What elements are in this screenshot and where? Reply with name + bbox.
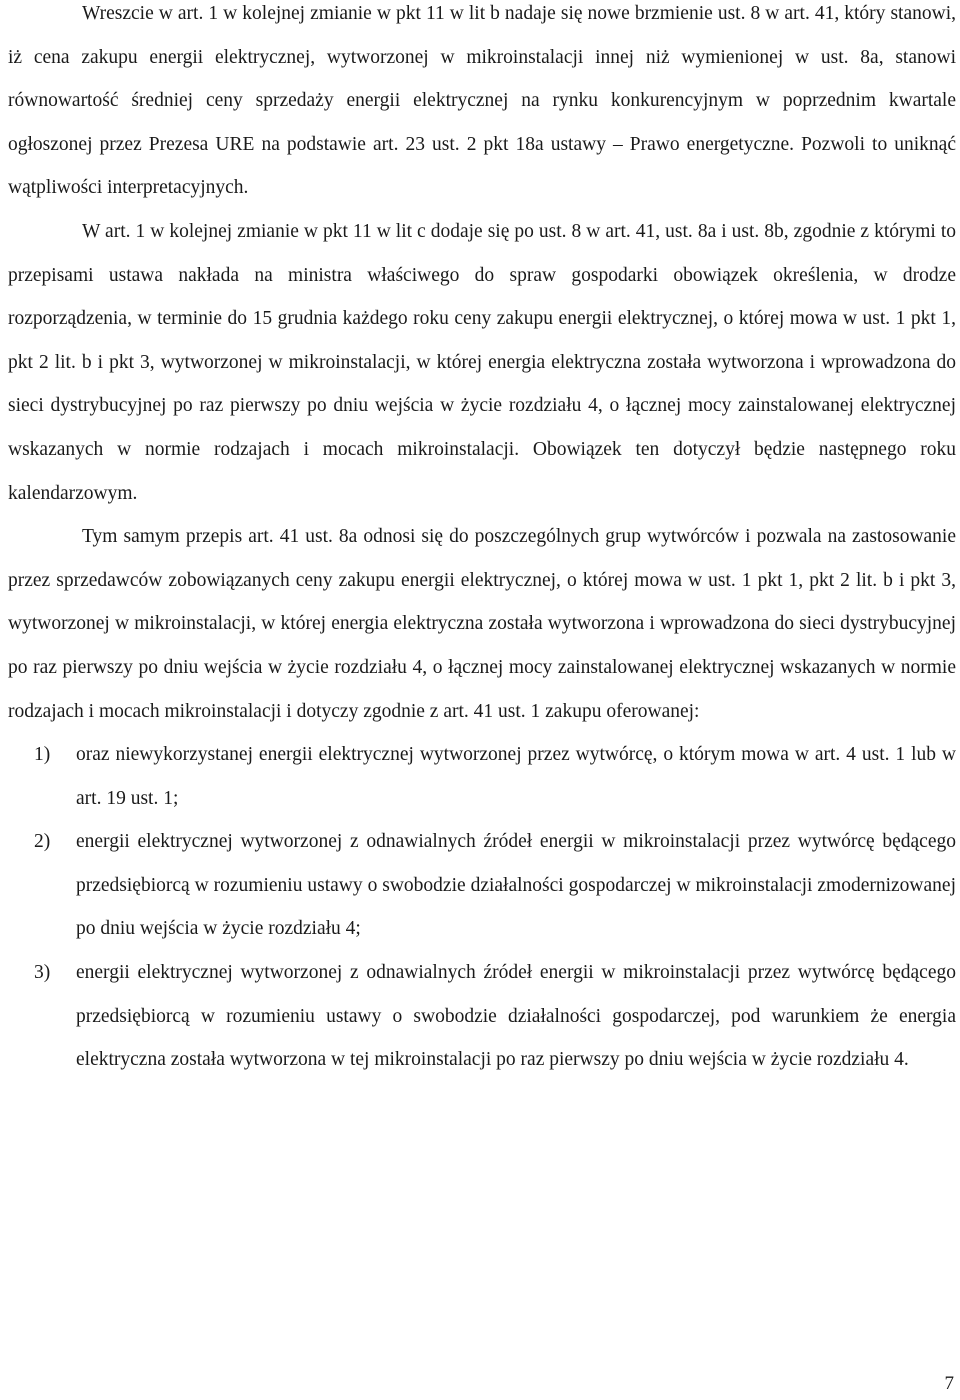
list-item-text: energii elektrycznej wytworzonej z odnawialnych źródeł energii w mikroinstalacji przez wytwórcę będącego przedsiębiorcą w rozumieniu ustawy o swobodzie działalności gospodarczej, pod warunkiem że energia elektryczna została wytworzona w tej mikroinstalacji po raz pierwszy po dniu wejścia w życie rozdziału 4. xyxy=(76,962,956,1071)
list-item-text: oraz niewykorzystanej energii elektrycznej wytworzonej przez wytwórcę, o którym mowa w art. 4 ust. 1 lub w art. 19 ust. 1; xyxy=(76,744,956,809)
list-item-text: energii elektrycznej wytworzonej z odnawialnych źródeł energii w mikroinstalacji przez wytwórcę będącego przedsiębiorcą w rozumieniu ustawy o swobodzie działalności gospodarczej w mikroinstalacji zmodernizowanej po dniu wejścia w życie rozdziału 4; xyxy=(76,831,956,940)
enumerated-list xyxy=(8,733,956,1082)
page-number: 7 xyxy=(944,1373,954,1394)
list-item-number: 2) xyxy=(34,831,51,853)
list-item-1 xyxy=(8,733,956,820)
list-item-3 xyxy=(8,951,956,1082)
document-page xyxy=(8,0,956,1082)
paragraph-3: Tym samym przepis art. 41 ust. 8a odnosi się do poszczególnych grup wytwórców i pozwala na zastosowanie przez sprzedawców zobowiązanych ceny zakupu energii elektrycznej, o której mowa w ust. 1 pkt 1, pkt 2 lit. b i pkt 3, wytworzonej w mikroinstalacji, w której energia elektryczna została wytworzona i wprowadzona do sieci dystrybucyjnej po raz pierwszy po dniu wejścia w życie rozdziału 4, o łącznej mocy zainstalowanej elektrycznej wskazanych w normie rodzajach i mocach mikroinstalacji i dotyczy zgodnie z art. 41 ust. 1 zakupu oferowanej: xyxy=(8,526,956,722)
paragraph-2: W art. 1 w kolejnej zmianie w pkt 11 w lit c dodaje się po ust. 8 w art. 41, ust. 8a i ust. 8b, zgodnie z którymi to przepisami ustawa nakłada na ministra właściwego do spraw gospodarki obowiązek określenia, w drodze rozporządzenia, w terminie do 15 grudnia każdego roku ceny zakupu energii elektrycznej, o której mowa w ust. 1 pkt 1, pkt 2 lit. b i pkt 3, wytworzonej w mikroinstalacji, w której energia elektryczna została wytworzona i wprowadzona do sieci dystrybucyjnej po raz pierwszy po dniu wejścia w życie rozdziału 4, o łącznej mocy zainstalowanej elektrycznej wskazanych w normie rodzajach i mocach mikroinstalacji. Obowiązek ten dotyczył będzie następnego roku kalendarzowym. xyxy=(8,220,956,504)
list-item-2 xyxy=(8,820,956,951)
list-item-number: 3) xyxy=(34,962,51,984)
list-item-number: 1) xyxy=(34,744,51,766)
paragraph-1: Wreszcie w art. 1 w kolejnej zmianie w pkt 11 w lit b nadaje się nowe brzmienie ust. 8 w art. 41, który stanowi, iż cena zakupu energii elektrycznej, wytworzonej w mikroinstalacji innej niż wymienionej w ust. 8a, stanowi równowartość średniej ceny sprzedaży energii elektrycznej na rynku konkurencyjnym w poprzednim kwartale ogłoszonej przez Prezesa URE na podstawie art. 23 ust. 2 pkt 18a ustawy – Prawo energetyczne. Pozwoli to uniknąć wątpliwości interpretacyjnych. xyxy=(8,3,956,199)
